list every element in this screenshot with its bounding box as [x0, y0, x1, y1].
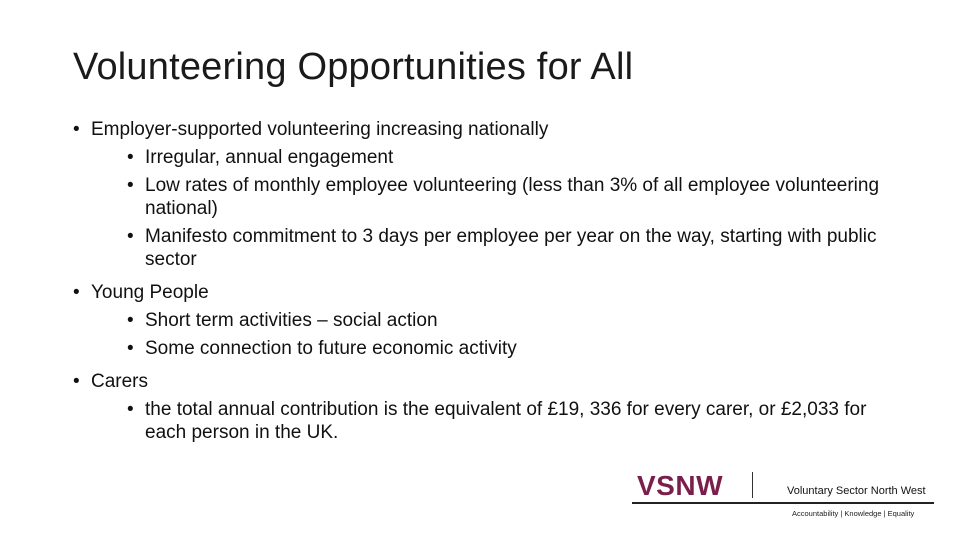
list-item-carers: [73, 370, 893, 444]
list-item-text: Carers: [91, 371, 149, 392]
sub-list-item-text: Manifesto commitment to 3 days per employee per year on the way, starting with public sector: [145, 226, 877, 270]
slide-title: Volunteering Opportunities for All: [73, 46, 634, 88]
list-item-young-people: [73, 281, 893, 360]
logo-rule: [632, 502, 934, 504]
logo-organisation-name: Voluntary Sector North West: [787, 485, 926, 497]
sub-list-item: [127, 225, 893, 271]
bullet-icon: •: [127, 175, 134, 196]
list-item-text: Young People: [91, 282, 209, 303]
list-item-employer-volunteering: [73, 118, 893, 271]
sub-list-item: [127, 146, 893, 169]
bullet-icon: •: [73, 282, 80, 303]
logo-divider: [752, 472, 753, 498]
bullet-icon: •: [127, 226, 134, 247]
sub-list-item: [127, 337, 893, 360]
vsnw-logo: [630, 468, 935, 524]
sub-list-item-text: Low rates of monthly employee volunteering (less than 3% of all employee volunteering national): [145, 175, 880, 219]
sub-list-item-text: Irregular, annual engagement: [145, 147, 394, 168]
bullet-icon: •: [127, 147, 134, 168]
sub-list-item-text: Short term activities – social action: [145, 310, 438, 331]
sub-list-item-text: the total annual contribution is the equivalent of £19, 336 for every carer, or £2,033 for each person in the UK.: [145, 399, 867, 443]
sub-list: [91, 398, 893, 444]
sub-list-item: [127, 398, 893, 444]
sub-list-item: [127, 309, 893, 332]
bullet-list: [73, 118, 893, 444]
sub-list-item-text: Some connection to future economic activity: [145, 338, 517, 359]
bullet-icon: •: [127, 310, 134, 331]
sub-list: [91, 146, 893, 271]
bullet-icon: •: [127, 399, 134, 420]
bullet-icon: •: [73, 119, 80, 140]
logo-mark: VSNW: [637, 470, 723, 501]
list-item-text: Employer-supported volunteering increasing nationally: [91, 119, 549, 140]
bullet-icon: •: [127, 338, 134, 359]
logo-tagline: Accountability | Knowledge | Equality: [792, 509, 915, 518]
sub-list: [91, 309, 893, 360]
sub-list-item: [127, 174, 893, 220]
bullet-icon: •: [73, 371, 80, 392]
